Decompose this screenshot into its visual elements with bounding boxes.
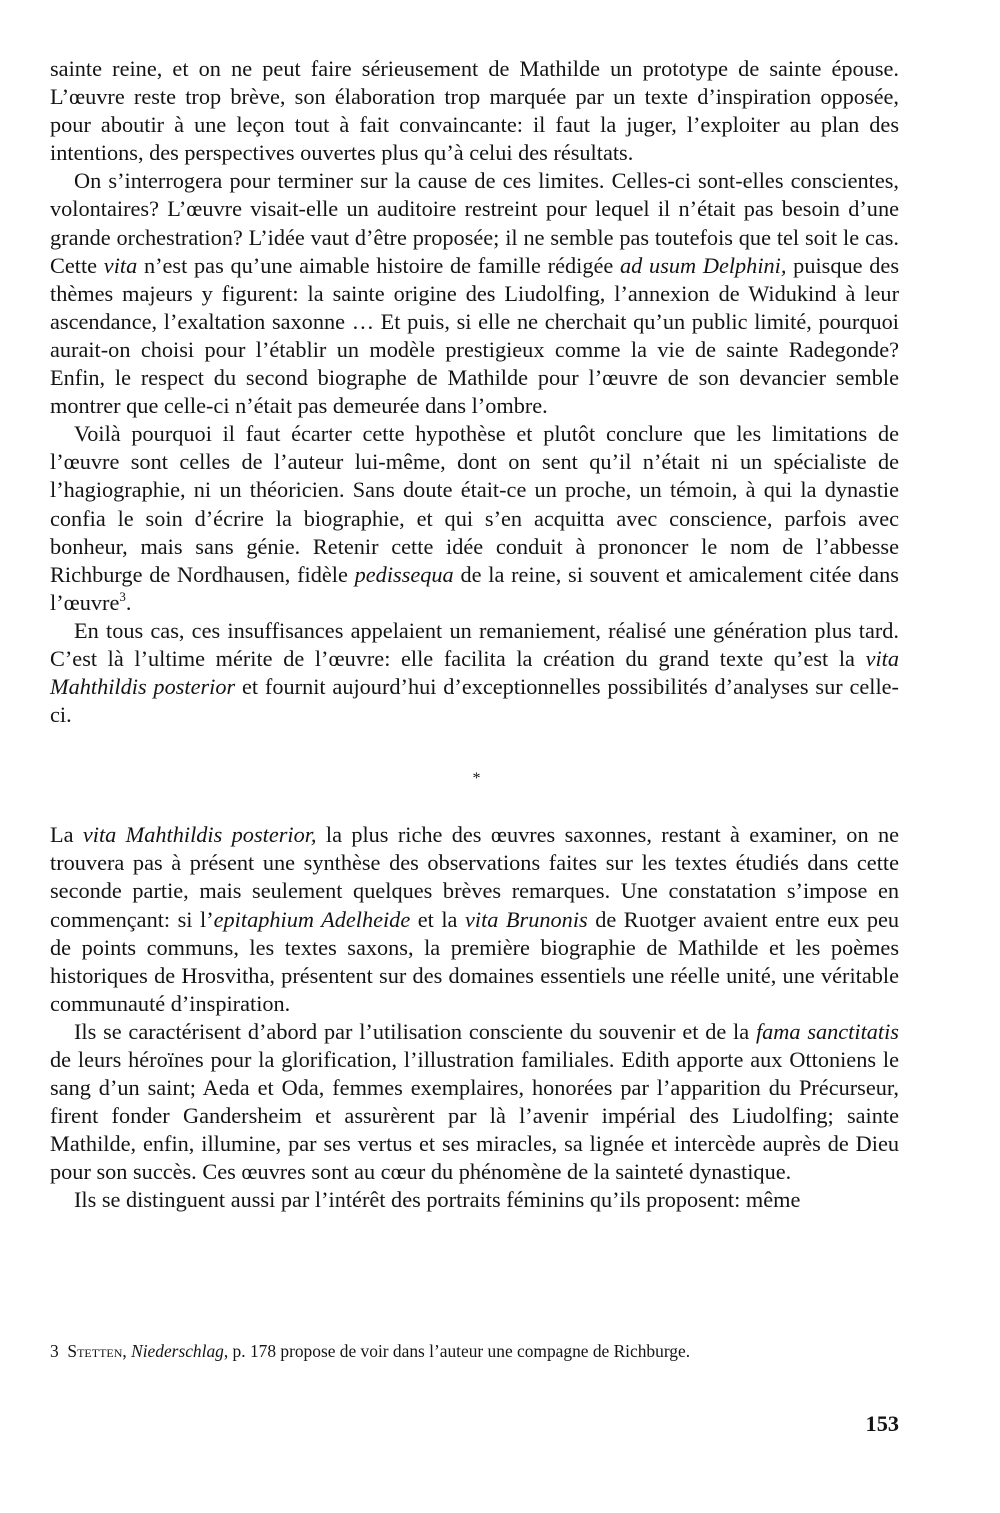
italic-term: vita Brunonis [464,906,588,932]
text-run: Ils se caractérisent d’abord par l’utilisation consciente du souvenir et de la [74,1018,756,1044]
text-run: La [50,822,83,848]
paragraph [50,1018,899,1187]
text-run: n’est pas qu’une aimable histoire de famille rédigée [137,252,621,278]
text-run: et la [410,906,465,932]
italic-term: vita Mahthildis posterior [50,645,899,700]
text-run: la plus riche des œuvres saxonnes, restant à examiner, on ne trouvera pas à présent une synthèse des observations faites sur les textes étudiés dans cette seconde partie, mais seulement quelques brèves remarques. Une constatation s’impose en commençant: si l’ [50,822,899,932]
italic-term: vita [103,252,138,278]
paragraph [50,167,899,420]
paragraph [50,420,899,617]
footnote-ref: 3 [119,588,126,604]
text-run: de Ruotger avaient entre eux peu de points communs, les textes saxons, la première biographie de Mathilde et les poèmes historiques de Hrosvitha, présentent sur des domaines essentiels une réelle unité, une véritable communauté d’inspiration. [50,906,900,1016]
italic-term: ad usum Delphini, [620,252,787,278]
paragraph [50,821,899,1018]
text-run: En tous cas, ces insuffisances appelaient un remaniement, réalisé une génération plus tard. C’est là l’ultime mérite de l’œuvre: elle facilita la création du grand texte qu’est la [50,617,899,671]
text-run: de la reine, si souvent et amicalement citée dans l’œuvre [50,561,899,615]
text-run: , [122,1341,132,1361]
italic-term: epitaphium Adelheide [213,906,411,932]
paragraph [50,617,899,729]
italic-term: fama sanctitatis [755,1018,899,1044]
text-run: , p. 178 propose de voir dans l’auteur une compagne de Richburge. [223,1341,691,1361]
paragraph: sainte reine, et on ne peut faire sérieusement de Mathilde un prototype de sainte épouse. L’œuvre reste trop brève, son élaboration trop marquée par un texte d’inspiration opposée, pour aboutir à une leçon tout à fait convaincante: il faut la juger, l’exploiter au plan des intentions, des perspectives ouvertes plus qu’à celui des résultats. [50,56,899,166]
body-text [50,55,899,1215]
text-run: puisque des thèmes majeurs y figurent: la sainte origine des Liudolfing, l’annexion de Widukind à leur ascendance, l’exaltation saxonne … Et puis, si elle ne cherchait qu’un public limité, pourquoi aurait-on choisi pour l’établir un modèle prestigieux comme la vie de sainte Radegonde? Enfin, le respect du second biographe de Mathilde pour l’œuvre de son devancier semble montrer que celle-ci n’était pas demeurée dans l’ombre. [50,252,899,419]
text-run: On s’interrogera pour terminer sur la cause de ces limites. Celles-ci sont-elles conscientes, volontaires? L’œuvre visait-elle un auditoire restreint pour lequel il n’était pas besoin d’une grande orchestration? L’idée vaut d’être proposée; il ne semble pas toutefois que tel soit le cas. Cette [50,168,899,278]
italic-term: vita Mahthildis posterior, [82,822,317,848]
paragraph: Ils se distinguent aussi par l’intérêt des portraits féminins qu’ils proposent: même [74,1187,801,1213]
italic-term: pedissequa [354,561,454,587]
footnote-author: Stetten [67,1341,123,1361]
text-run: Voilà pourquoi il faut écarter cette hypothèse et plutôt conclure que les limitations de l’œuvre sont celles de l’auteur lui-même, dont on sent qu’il n’était ni un spécialiste de l’hagiographie, ni un théoricien. Sans doute était-ce un proche, un témoin, à qui la dynastie confia le soin d’écrire la biographie, et qui s’en acquitta avec conscience, parfois avec bonheur, mais sans génie. Retenir cette idée conduit à prononcer le nom de l’abbesse Richburge de Nordhausen, fidèle [50,421,899,587]
text-run: de leurs héroïnes pour la glorification, l’illustration familiales. Edith apporte aux Ottoniens le sang d’un saint; Aeda et Oda, femmes exemplaires, honorées par l’apparition du Précurseur, firent fonder Gandersheim et assurèrent par là l’avenir impérial des Liudolfing; sainte Mathilde, enfin, illumine, par ses vertus et ses miracles, sa lignée et intercède auprès de Dieu pour son succès. Ces œuvres sont au cœur du phénomène de la sainteté dynastique. [50,1047,899,1185]
footnote [50,1340,899,1362]
text-run: . [125,589,132,615]
footnote-number: 3 [50,1341,59,1361]
section-separator: * [472,770,481,788]
page-number: 153 [865,1411,899,1436]
text-run: et fournit aujourd’hui d’exceptionnelles possibilités d’analyses sur celle-ci. [50,674,899,728]
footnote-title: Niederschlag [131,1341,224,1361]
